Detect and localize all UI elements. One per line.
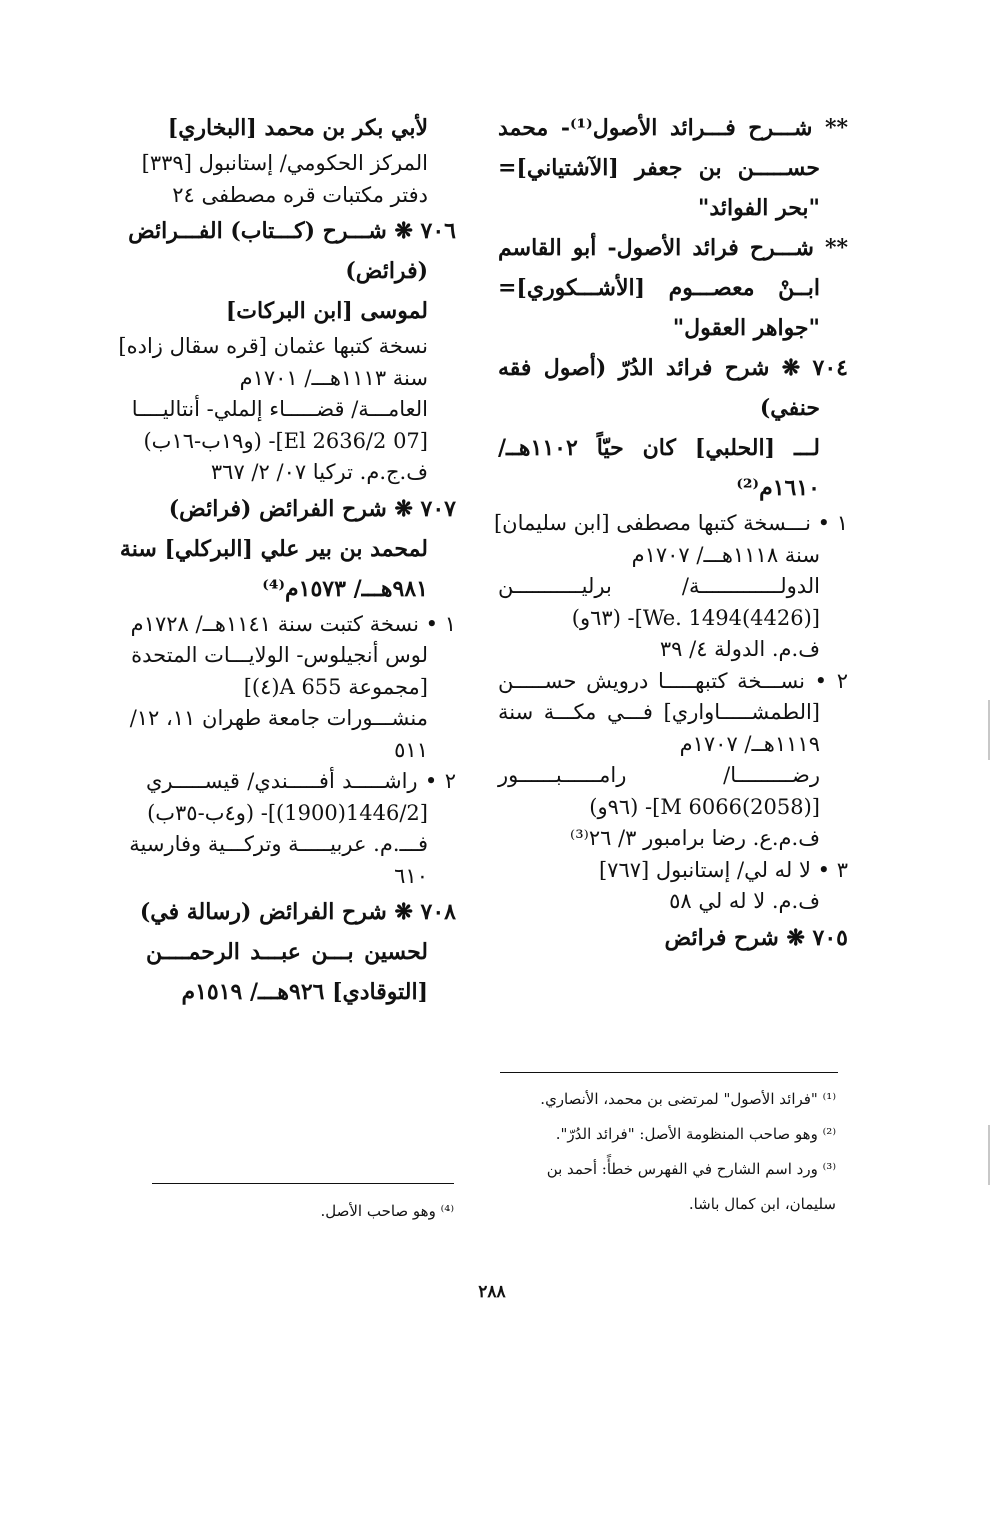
right-column-line: [M 6066(2058)]- (٩٦و)	[589, 794, 820, 819]
footnote-line: ⁽⁴⁾ وهو صاحب الأصل.	[320, 1202, 454, 1220]
right-column-line: الدولـــــــــــــة/ برليـــــــــــن	[498, 574, 820, 598]
left-column-line: [07 El 2636/2]- (و١٩ب-١٦ب)	[143, 428, 428, 453]
left-column-line: المركز الحكومي/ إستانبول [٣٣٩]	[141, 151, 428, 175]
scan-edge-mark-2	[988, 1125, 990, 1185]
right-column-line: ابــنْ معصـــوم [الأشـــكوري]=	[498, 275, 820, 301]
left-column-line: ١ • نسخة كتبت سنة ١١٤١هــ/ ١٧٢٨م	[130, 611, 456, 636]
right-column-line: لـــ [الحلبي] كان حيّاً ١١٠٢هــ/	[498, 435, 820, 461]
right-column-line: [We. 1494(4426)]- (٦٣و)	[571, 605, 820, 630]
right-column-line: ٣ • لا له لي/ إستانبول [٧٦٧]	[598, 857, 848, 882]
left-column-line: دفتر مكتبات قره مصطفى ٢٤	[172, 182, 428, 207]
footnotes-right	[540, 1082, 836, 1222]
footnotes-left	[321, 1194, 455, 1229]
footnote-line: ⁽¹⁾ "فرائد الأصول" لمرتضى بن محمد، الأنصاري.	[540, 1090, 836, 1108]
left-column-line: لوس أنجيلوس- الولايـــات المتحدة	[131, 643, 428, 667]
right-column-line: ** شـــرح فـــرائد الأصول⁽¹⁾- محمد	[498, 115, 848, 141]
left-column-line: لحسين بـــن عبـــد الرحمــــن	[146, 939, 428, 965]
left-column-line: ف.ج.م. تركيا ٠٧/ ٢/ ٣٦٧	[210, 460, 428, 484]
left-column-line: (فرائض)	[345, 258, 428, 284]
right-column-line: حســـــن بن جعفر [الآشتياني]=	[498, 155, 820, 181]
left-column-line: ٩٨١هـــ/ ١٥٧٣م⁽⁴⁾	[262, 575, 428, 602]
left-column-line: ٦١٠	[394, 863, 428, 888]
right-column-line: ف.م. لا له لي ٥٨	[669, 889, 820, 913]
left-column-line: لموسى [ابن البركات]	[225, 298, 428, 324]
right-column	[493, 108, 848, 958]
right-column-line: ف.م.ع. رضا برامبور ٣/ ٢٦⁽³⁾	[570, 826, 820, 850]
left-column-line: لأبي بكر بن محمد [البخاري]	[167, 115, 428, 141]
left-column-line: ٢ • راشـــــد أفـــــندي/ قيســـــري	[146, 769, 456, 793]
left-column-line: [1446/2(1900)]- (و٤ب-٣٥ب)	[147, 800, 428, 825]
left-column-line: ٥١١	[394, 737, 428, 762]
right-column-line: ٧٠٥ ❋ شرح فرائض	[664, 924, 848, 951]
left-column-line: ٧٠٧ ❋ شرح الفرائض (فرائض)	[168, 495, 456, 522]
right-column-line: ٢ • نســـخة كتبهـــــا درويش حســـــن	[498, 668, 848, 693]
right-column-line: ** شـــرح فرائد الأصول- أبو القاسم	[498, 235, 848, 261]
right-column-line: حنفي)	[759, 395, 820, 421]
right-column-line: ٧٠٤ ❋ شرح فرائد الدُرّ (أصول فقه	[498, 355, 848, 381]
page-number: ٢٨٨	[478, 1282, 506, 1302]
left-column-line: فـــ.م. عربيـــــة وتركـــية وفارسية	[129, 832, 428, 856]
footnote-line: سليمان، ابن كمال باشا.	[688, 1195, 836, 1213]
right-column-line: رضـــــــــا/ رامــــــبــــــور	[498, 763, 820, 787]
left-column-line: ٧٠٦ ❋ شـــرح (كـــتاب) الفـــرائض	[128, 218, 456, 244]
right-column-line: "جواهر العقول"	[672, 315, 820, 341]
left-column-line: ٧٠٨ ❋ شرح الفرائض (رسالة في)	[139, 899, 456, 925]
right-column-line: ١ • نـــسخة كتبها مصطفى [ابن سليمان]	[493, 511, 848, 535]
footnote-line: ⁽²⁾ وهو صاحب المنظومة الأصل: "فرائد الدُرّ".	[555, 1125, 836, 1143]
footnote-line: ⁽³⁾ ورد اسم الشارح في الفهرس خطأً: أحمد بن	[546, 1160, 836, 1178]
left-column-line: سنة ١١١٣هـــ/ ١٧٠١م	[239, 365, 428, 390]
right-column-line: "بحر الفوائد"	[697, 195, 820, 221]
right-column-line: [الطمشـــــاواري] فـــي مكـــة سنة	[498, 700, 820, 724]
left-column-line: [مجموعة A 655(٤)]	[243, 674, 428, 699]
left-column-line: لمحمد بن بير علي [البركلي] سنة	[119, 535, 428, 562]
left-column-line: نسخة كتبها عثمان [قره سقال زاده]	[118, 334, 428, 358]
right-column-line: سنة ١١١٨هـــ/ ١٧٠٧م	[631, 542, 820, 567]
left-column-line: العامـــة/ قضـــــاء إلملي- أنتاليــــا	[131, 397, 428, 421]
right-column-line: ١٦١٠م⁽²⁾	[736, 475, 820, 501]
right-column-line: ١١١٩هــ/ ١٧٠٧م	[679, 731, 820, 756]
footnote-separator-right	[500, 1072, 838, 1073]
right-column-line: ف.م. الدولة ٤/ ٣٩	[659, 637, 820, 661]
left-column-line: [التوقادي] ٩٢٦هـــ/ ١٥١٩م	[181, 979, 428, 1005]
left-column	[118, 108, 456, 1012]
footnote-separator-left	[152, 1183, 454, 1184]
scan-edge-mark	[988, 700, 990, 760]
left-column-line: منشـــورات جامعة طهران ١١، ١٢/	[129, 706, 428, 730]
